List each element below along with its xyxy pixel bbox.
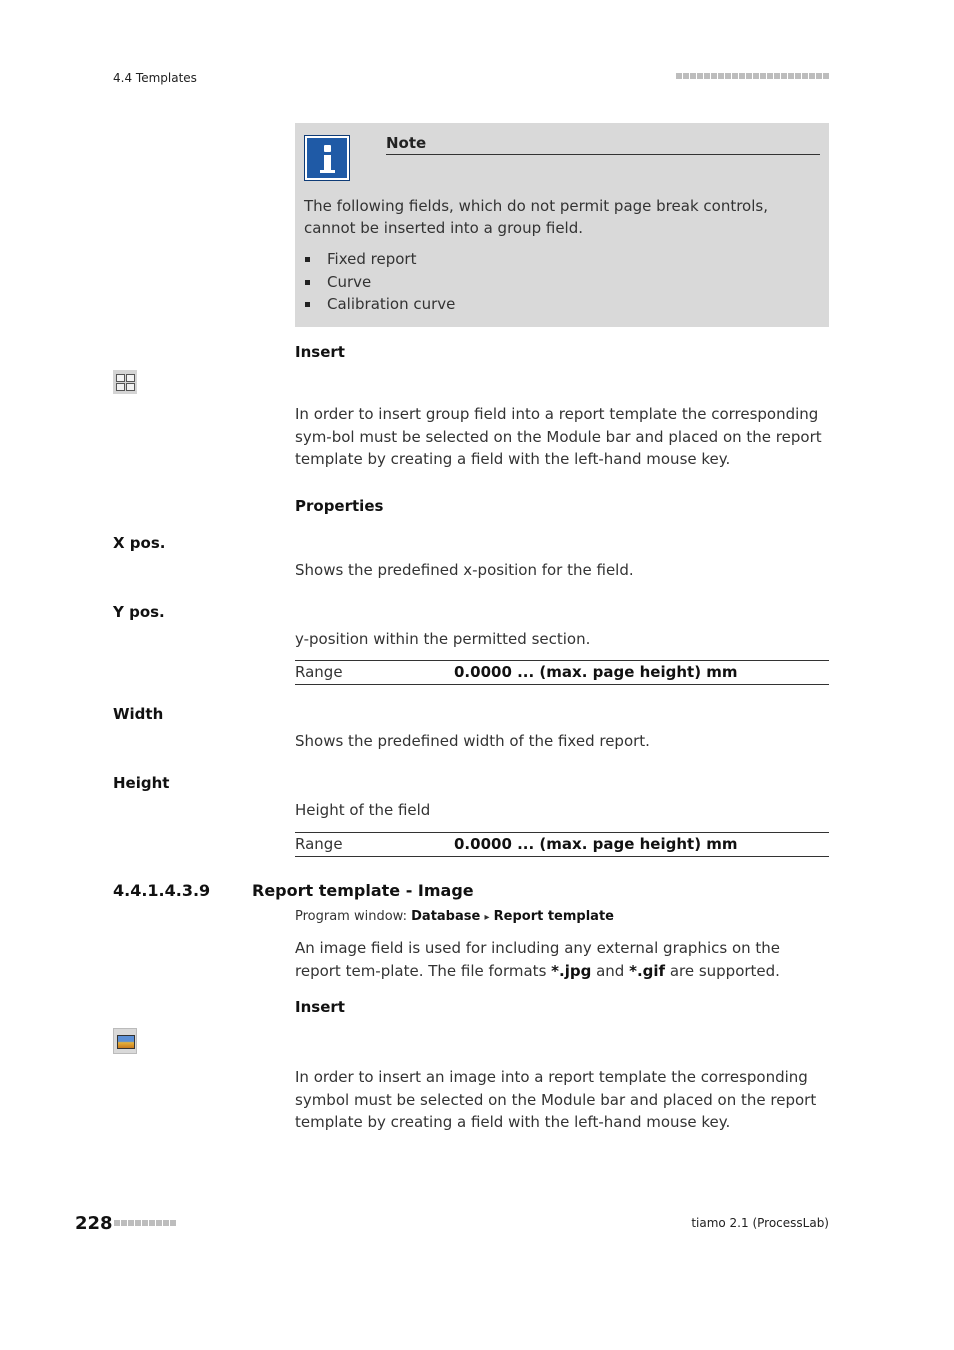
list-item: Curve	[304, 271, 455, 294]
intro-text: An image field is used for including any external graphics on the report tem-plate. The file formats	[295, 939, 781, 980]
path-report-template: Report template	[493, 909, 614, 924]
note-title: Note	[386, 134, 820, 155]
desc-width: Shows the predefined width of the fixed report.	[295, 732, 650, 750]
list-item: Fixed report	[304, 248, 455, 271]
section-number: 4.4.1.4.3.9	[113, 881, 211, 900]
program-window-label: Program window:	[295, 909, 407, 924]
path-separator-icon: ▸	[484, 912, 490, 923]
insert-text: In order to insert group field into a report template the corresponding sym-bol must be selected on the Module bar and placed on the report template by creating a field with the left-hand mouse key.	[295, 405, 822, 468]
desc-height: Height of the field	[295, 801, 431, 819]
insert-heading: Insert	[295, 998, 345, 1016]
info-icon	[304, 135, 350, 181]
program-window-path	[295, 909, 614, 924]
range-label: Range	[295, 663, 343, 681]
path-database: Database	[411, 909, 481, 924]
image-field-icon	[113, 1028, 137, 1054]
note-box	[295, 123, 829, 327]
term-height: Height	[113, 774, 170, 792]
range-row-height	[295, 832, 829, 857]
properties-heading: Properties	[295, 497, 384, 515]
running-header: 4.4 Templates	[113, 71, 197, 85]
page-number: 228	[75, 1213, 113, 1234]
range-value: 0.0000 ... (max. page height) mm	[454, 663, 738, 681]
term-ypos: Y pos.	[113, 603, 165, 621]
section-title: Report template - Image	[252, 881, 474, 900]
product-name: tiamo 2.1 (ProcessLab)	[691, 1216, 829, 1230]
group-field-icon	[113, 370, 137, 394]
note-text: The following fields, which do not permit page break controls, cannot be inserted into a group field.	[304, 197, 768, 237]
intro-end: are supported.	[665, 961, 780, 980]
section-intro	[295, 937, 829, 982]
footer-decoration	[114, 1220, 176, 1226]
header-decoration	[676, 73, 829, 79]
format-gif: *.gif	[629, 961, 666, 980]
range-label: Range	[295, 835, 343, 853]
term-width: Width	[113, 705, 164, 723]
note-list	[304, 248, 455, 316]
range-row-ypos	[295, 660, 829, 685]
insert-heading: Insert	[295, 343, 345, 361]
range-value: 0.0000 ... (max. page height) mm	[454, 835, 738, 853]
list-item: Calibration curve	[304, 293, 455, 316]
insert-text: In order to insert an image into a report template the corresponding symbol must be selected on the Module bar and placed on the report template by creating a field with the left-hand mouse key.	[295, 1068, 817, 1131]
format-jpg: *.jpg	[551, 961, 592, 980]
desc-ypos: y-position within the permitted section.	[295, 630, 591, 648]
desc-xpos: Shows the predefined x-position for the field.	[295, 561, 634, 579]
term-xpos: X pos.	[113, 534, 166, 552]
intro-and: and	[591, 961, 630, 980]
